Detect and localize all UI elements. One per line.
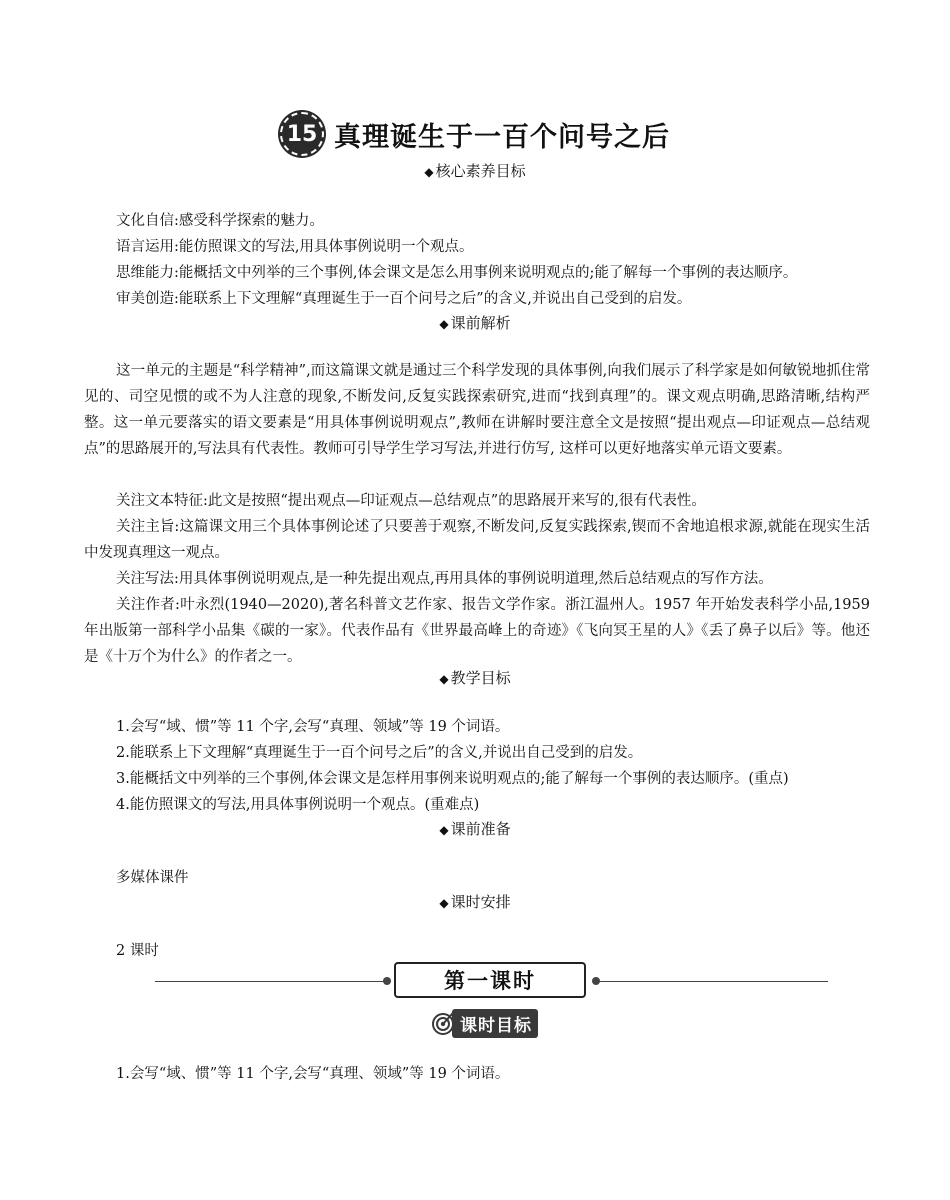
divider-line-right	[596, 981, 828, 982]
schedule-text: 2 课时	[116, 943, 159, 959]
section-schedule	[0, 891, 950, 912]
lesson-goal-tag	[430, 1010, 538, 1036]
section-pre-prep-label: 课前准备	[450, 820, 511, 838]
divider-dot-left	[383, 977, 391, 985]
lesson-header	[0, 112, 950, 156]
section-pre-prep	[0, 818, 950, 839]
teaching-goal-4: 4.能仿照课文的写法,用具体事例说明一个观点。(重难点)	[116, 797, 480, 813]
diamond-icon: ◆	[439, 896, 449, 910]
first-lesson-divider	[155, 962, 828, 1002]
core-goal-3: 思维能力:能概括文中列举的三个事例,体会课文是怎么用事例来说明观点的;能了解每一个事例的表达顺序。	[116, 265, 798, 281]
diamond-icon: ◆	[439, 672, 449, 686]
section-core-goals	[0, 160, 950, 181]
core-goal-4: 审美创造:能联系上下文理解“真理诞生于一百个问号之后”的含义,并说出自己受到的启发。	[116, 291, 692, 307]
prep-text: 多媒体课件	[116, 870, 189, 886]
teaching-goal-3: 3.能概括文中列举的三个事例,体会课文是怎样用事例来说明观点的;能了解每一个事例的表达顺序。(重点)	[116, 771, 789, 787]
first-lesson-banner: 第一课时	[394, 962, 586, 998]
analysis-author: 关注作者:叶永烈(1940—2020),著名科普文艺作家、报告文学作家。浙江温州人。1957 年开始发表科学小品,1959 年出版第一部科学小品集《碳的一家》。代表作品有《世界最高峰上的奇迹》《飞向冥王星的人》《丢了鼻子以后》等。他还是《十万个为什么》的作者之一。	[84, 597, 870, 665]
section-teaching-goals-label: 教学目标	[450, 669, 511, 687]
lesson-goal-label: 课时目标	[452, 1009, 538, 1038]
teaching-goal-1: 1.会写“域、惯”等 11 个字,会写“真理、领域”等 19 个词语。	[116, 719, 510, 735]
lesson-number-badge: 15	[280, 112, 324, 156]
analysis-intro: 这一单元的主题是“科学精神”,而这篇课文就是通过三个科学发现的具体事例,向我们展示了科学家是如何敏锐地抓住常见的、司空见惯的或不为人注意的现象,不断发问,反复实践探索研究,进而“找到真理”的。课文观点明确,思路清晰,结构严整。这一单元要落实的语文要素是“用具体事例说明观点”,教师在讲解时要注意全文是按照“提出观点—印证观点—总结观点”的思路展开的,写法具有代表性。教师可引导学生学习写法,并进行仿写, 这样可以更好地落实单元语文要素。	[84, 363, 870, 457]
section-teaching-goals	[0, 667, 950, 688]
first-lesson-goal-1: 1.会写“域、惯”等 11 个字,会写“真理、领域”等 19 个词语。	[116, 1066, 510, 1082]
diamond-icon: ◆	[439, 823, 449, 837]
diamond-icon: ◆	[439, 317, 449, 331]
section-schedule-label: 课时安排	[450, 893, 511, 911]
target-icon	[430, 1010, 456, 1036]
analysis-theme: 关注主旨:这篇课文用三个具体事例论述了只要善于观察,不断发问,反复实践探索,锲而不舍地追根求源,就能在现实生活中发现真理这一观点。	[84, 519, 870, 561]
core-goal-2: 语言运用:能仿照课文的写法,用具体事例说明一个观点。	[116, 239, 474, 255]
analysis-features: 关注文本特征:此文是按照“提出观点—印证观点—总结观点”的思路展开来写的,很有代表性。	[116, 493, 706, 509]
diamond-icon: ◆	[424, 165, 434, 179]
section-pre-analysis-label: 课前解析	[450, 314, 511, 332]
divider-line-left	[155, 981, 387, 982]
lesson-title: 真理诞生于一百个问号之后	[334, 121, 670, 153]
analysis-writing: 关注写法:用具体事例说明观点,是一种先提出观点,再用具体的事例说明道理,然后总结观点的写作方法。	[116, 571, 773, 587]
core-goal-1: 文化自信:感受科学探索的魅力。	[116, 213, 324, 229]
section-core-goals-label: 核心素养目标	[435, 162, 526, 180]
section-pre-analysis	[0, 312, 950, 333]
teaching-goal-2: 2.能联系上下文理解“真理诞生于一百个问号之后”的含义,并说出自己受到的启发。	[116, 745, 643, 761]
